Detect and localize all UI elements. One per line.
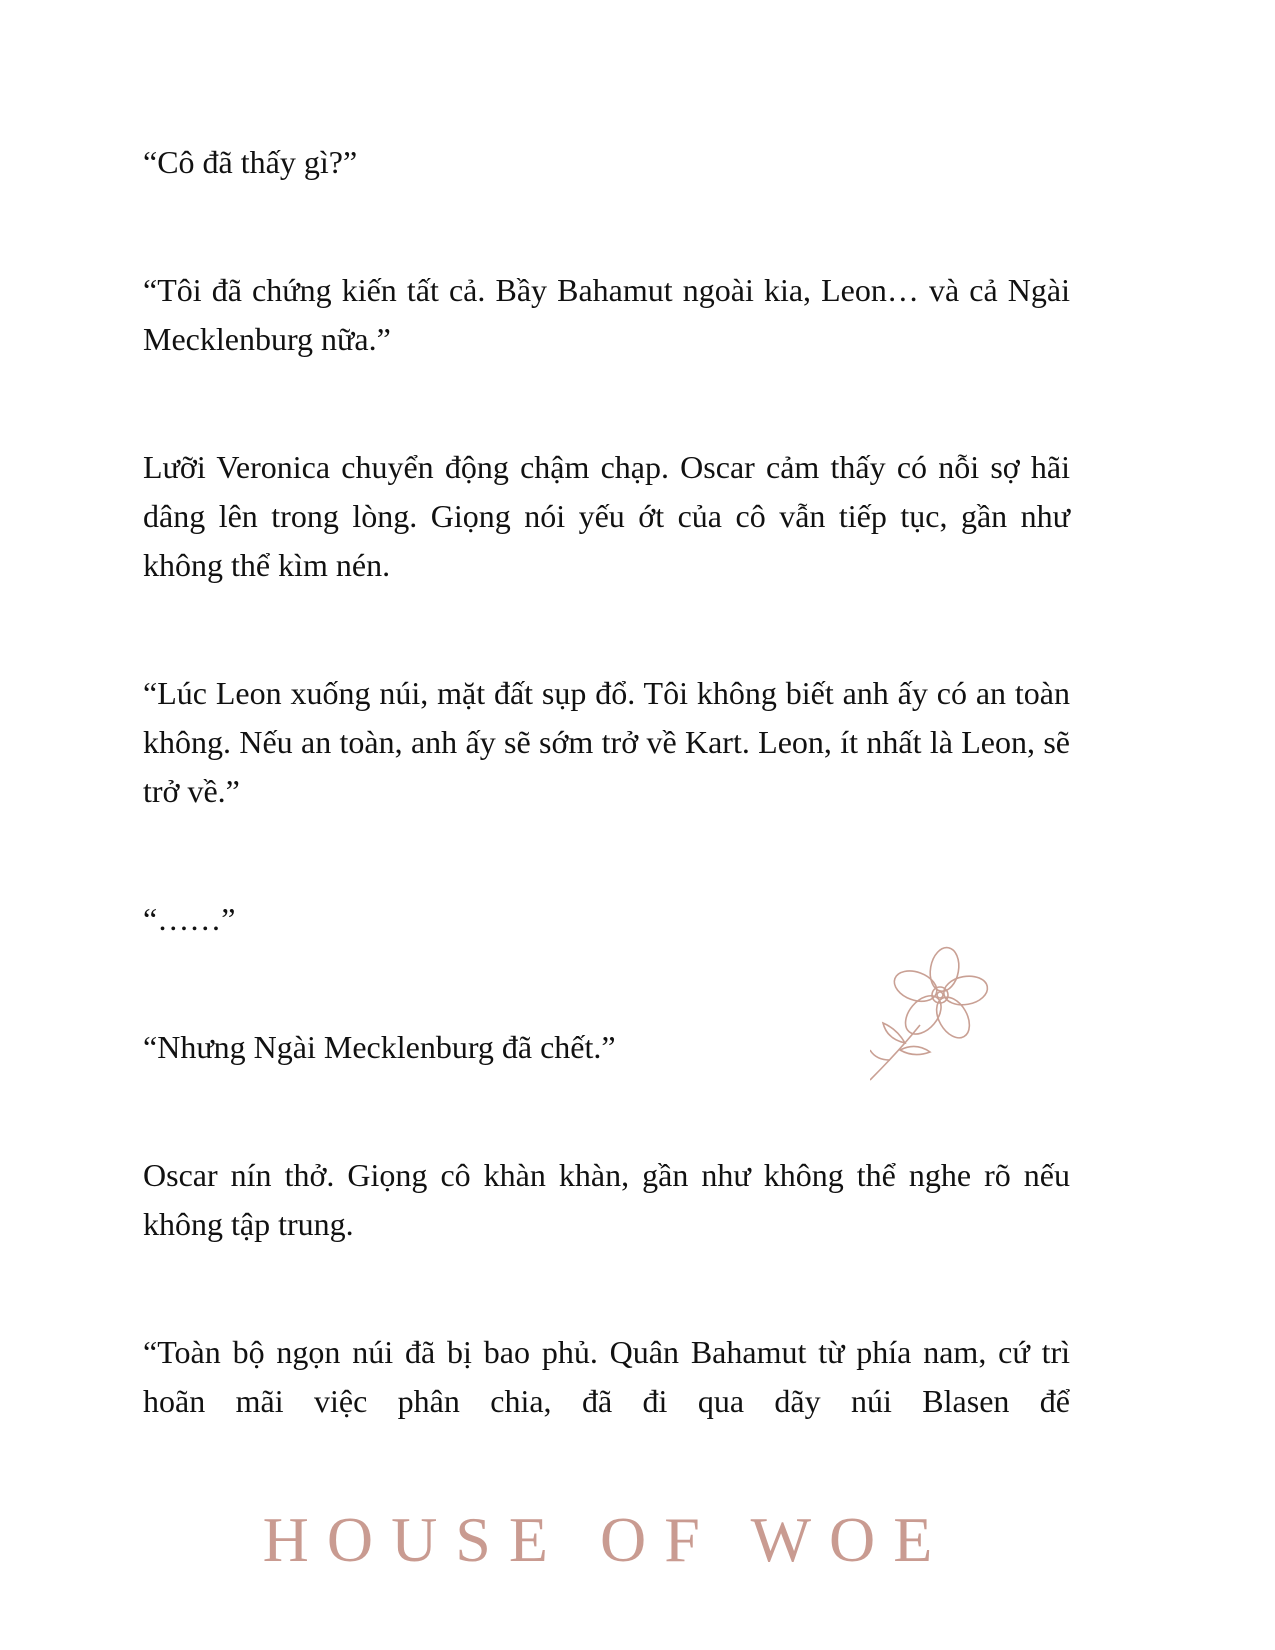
paragraph: Lưỡi Veronica chuyển động chậm chạp. Oscar cảm thấy có nỗi sợ hãi dâng lên trong lòng. Giọng nói yếu ớt của cô vẫn tiếp tục, gần như không thể kìm nén. [143,449,1070,583]
paragraph: “Toàn bộ ngọn núi đã bị bao phủ. Quân Bahamut từ phía nam, cứ trì hoãn mãi việc phân chia, đã đi qua dãy núi Blasen để [143,1334,1070,1419]
document-body [143,138,1070,1505]
watermark-text: HOUSE OF WOE [262,1504,951,1575]
paragraph: “Lúc Leon xuống núi, mặt đất sụp đổ. Tôi không biết anh ấy có an toàn không. Nếu an toàn, anh ấy sẽ sớm trở về Kart. Leon, ít nhất là Leon, sẽ trở về.” [143,675,1070,809]
flower-watermark-icon [870,945,1000,1085]
paragraph: “……” [143,901,236,937]
paragraph: “Cô đã thấy gì?” [143,144,358,180]
paragraph: “Tôi đã chứng kiến tất cả. Bầy Bahamut ngoài kia, Leon… và cả Ngài Mecklenburg nữa.” [143,272,1070,357]
paragraph: “Nhưng Ngài Mecklenburg đã chết.” [143,1029,616,1065]
paragraph: Oscar nín thở. Giọng cô khàn khàn, gần như không thể nghe rõ nếu không tập trung. [143,1157,1070,1242]
